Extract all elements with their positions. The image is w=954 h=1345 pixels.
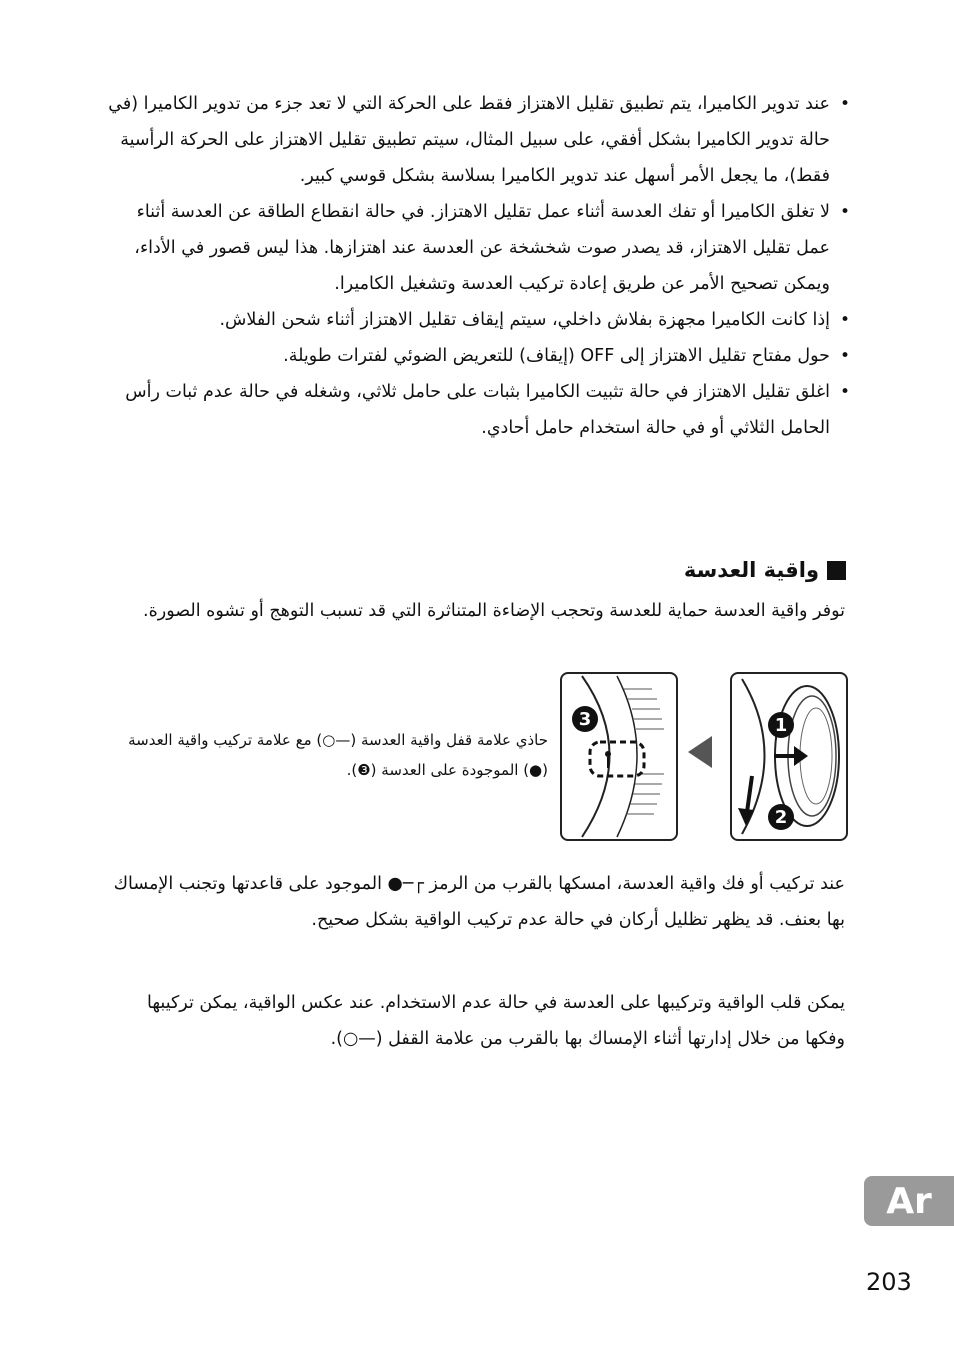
lens-hood-aligned-illustration [560,672,678,841]
mounting-paragraph: عند تركيب أو فك واقية العدسة، امسكها بالقرب من الرمز ┌─● الموجود على قاعدتها وتجنب الإمساك بها بعنف. قد يظهر تظليل أركان في حالة عدم تركيب الواقية بشكل صحيح. [113,874,845,930]
illustration-caption: حاذي علامة قفل واقية العدسة (—○) مع علامة تركيب واقية العدسة (●) الموجودة على العدسة (❸). [128,731,548,779]
bullet-item: • إذا كانت الكاميرا مجهزة بفلاش داخلي، سيتم إيقاف تقليل الاهتزاز أثناء شحن الفلاش. [219,310,850,330]
lens-hood-aligned-drawing [562,674,676,839]
bullet-list [105,86,850,446]
section-heading: واقية العدسة [684,558,846,582]
language-tab: Ar [864,1176,954,1226]
bullet-item: • لا تغلق الكاميرا أو تفك العدسة أثناء عمل تقليل الاهتزاز. في حالة انقطاع الطاقة عن العدسة أثناء عمل تقليل الاهتزاز، قد يصدر صوت شخشخة عن العدسة عند اهتزازها. هذا ليس قصور في الأداء، ويمكن تصحيح الأمر عن طريق إعادة تركيب العدسة وتشغيل الكاميرا. [134,202,850,294]
bullet-item: • حول مفتاح تقليل الاهتزاز إلى OFF (إيقاف) للتعريض الضوئي لفترات طويلة. [283,346,850,366]
bullet-item: • عند تدوير الكاميرا، يتم تطبيق تقليل الاهتزاز فقط على الحركة التي لا تعد جزء من تدوير الكاميرا (في حالة تدوير الكاميرا بشكل أفقي، على سبيل المثال، سيتم تطبيق تقليل الاهتزاز على الحركة الرأسية فقط)، ما يجعل الأمر أسهل عند تدوير الكاميرا بسلاسة بشكل قوسي كبير. [108,94,850,186]
bullet-item: • اغلق تقليل الاهتزاز في حالة تثبيت الكاميرا بثبات على حامل ثلاثي، وشغله في حالة عدم ثبات رأس الحامل الثلاثي أو في حالة استخدام حامل أحادي. [125,382,850,438]
callout-2-icon: 2 [768,804,794,830]
page-number: 203 [866,1268,912,1296]
step-arrow-icon [688,736,712,768]
reverse-paragraph: يمكن قلب الواقية وتركيبها على العدسة في حالة عدم الاستخدام. عند عكس الواقية، يمكن تركيبها وفكها من خلال إدارتها أثناء الإمساك بها بالقرب من علامة القفل (—○). [147,993,845,1049]
intro-paragraph: توفر واقية العدسة حماية للعدسة وتحجب الإضاءة المتناثرة التي قد تسبب التوهج أو تشوه الصورة. [143,601,845,621]
lens-hood-attach-illustration [730,672,848,841]
callout-3-icon: 3 [572,706,598,732]
callout-1-icon: 1 [768,712,794,738]
square-bullet-icon [827,561,846,580]
